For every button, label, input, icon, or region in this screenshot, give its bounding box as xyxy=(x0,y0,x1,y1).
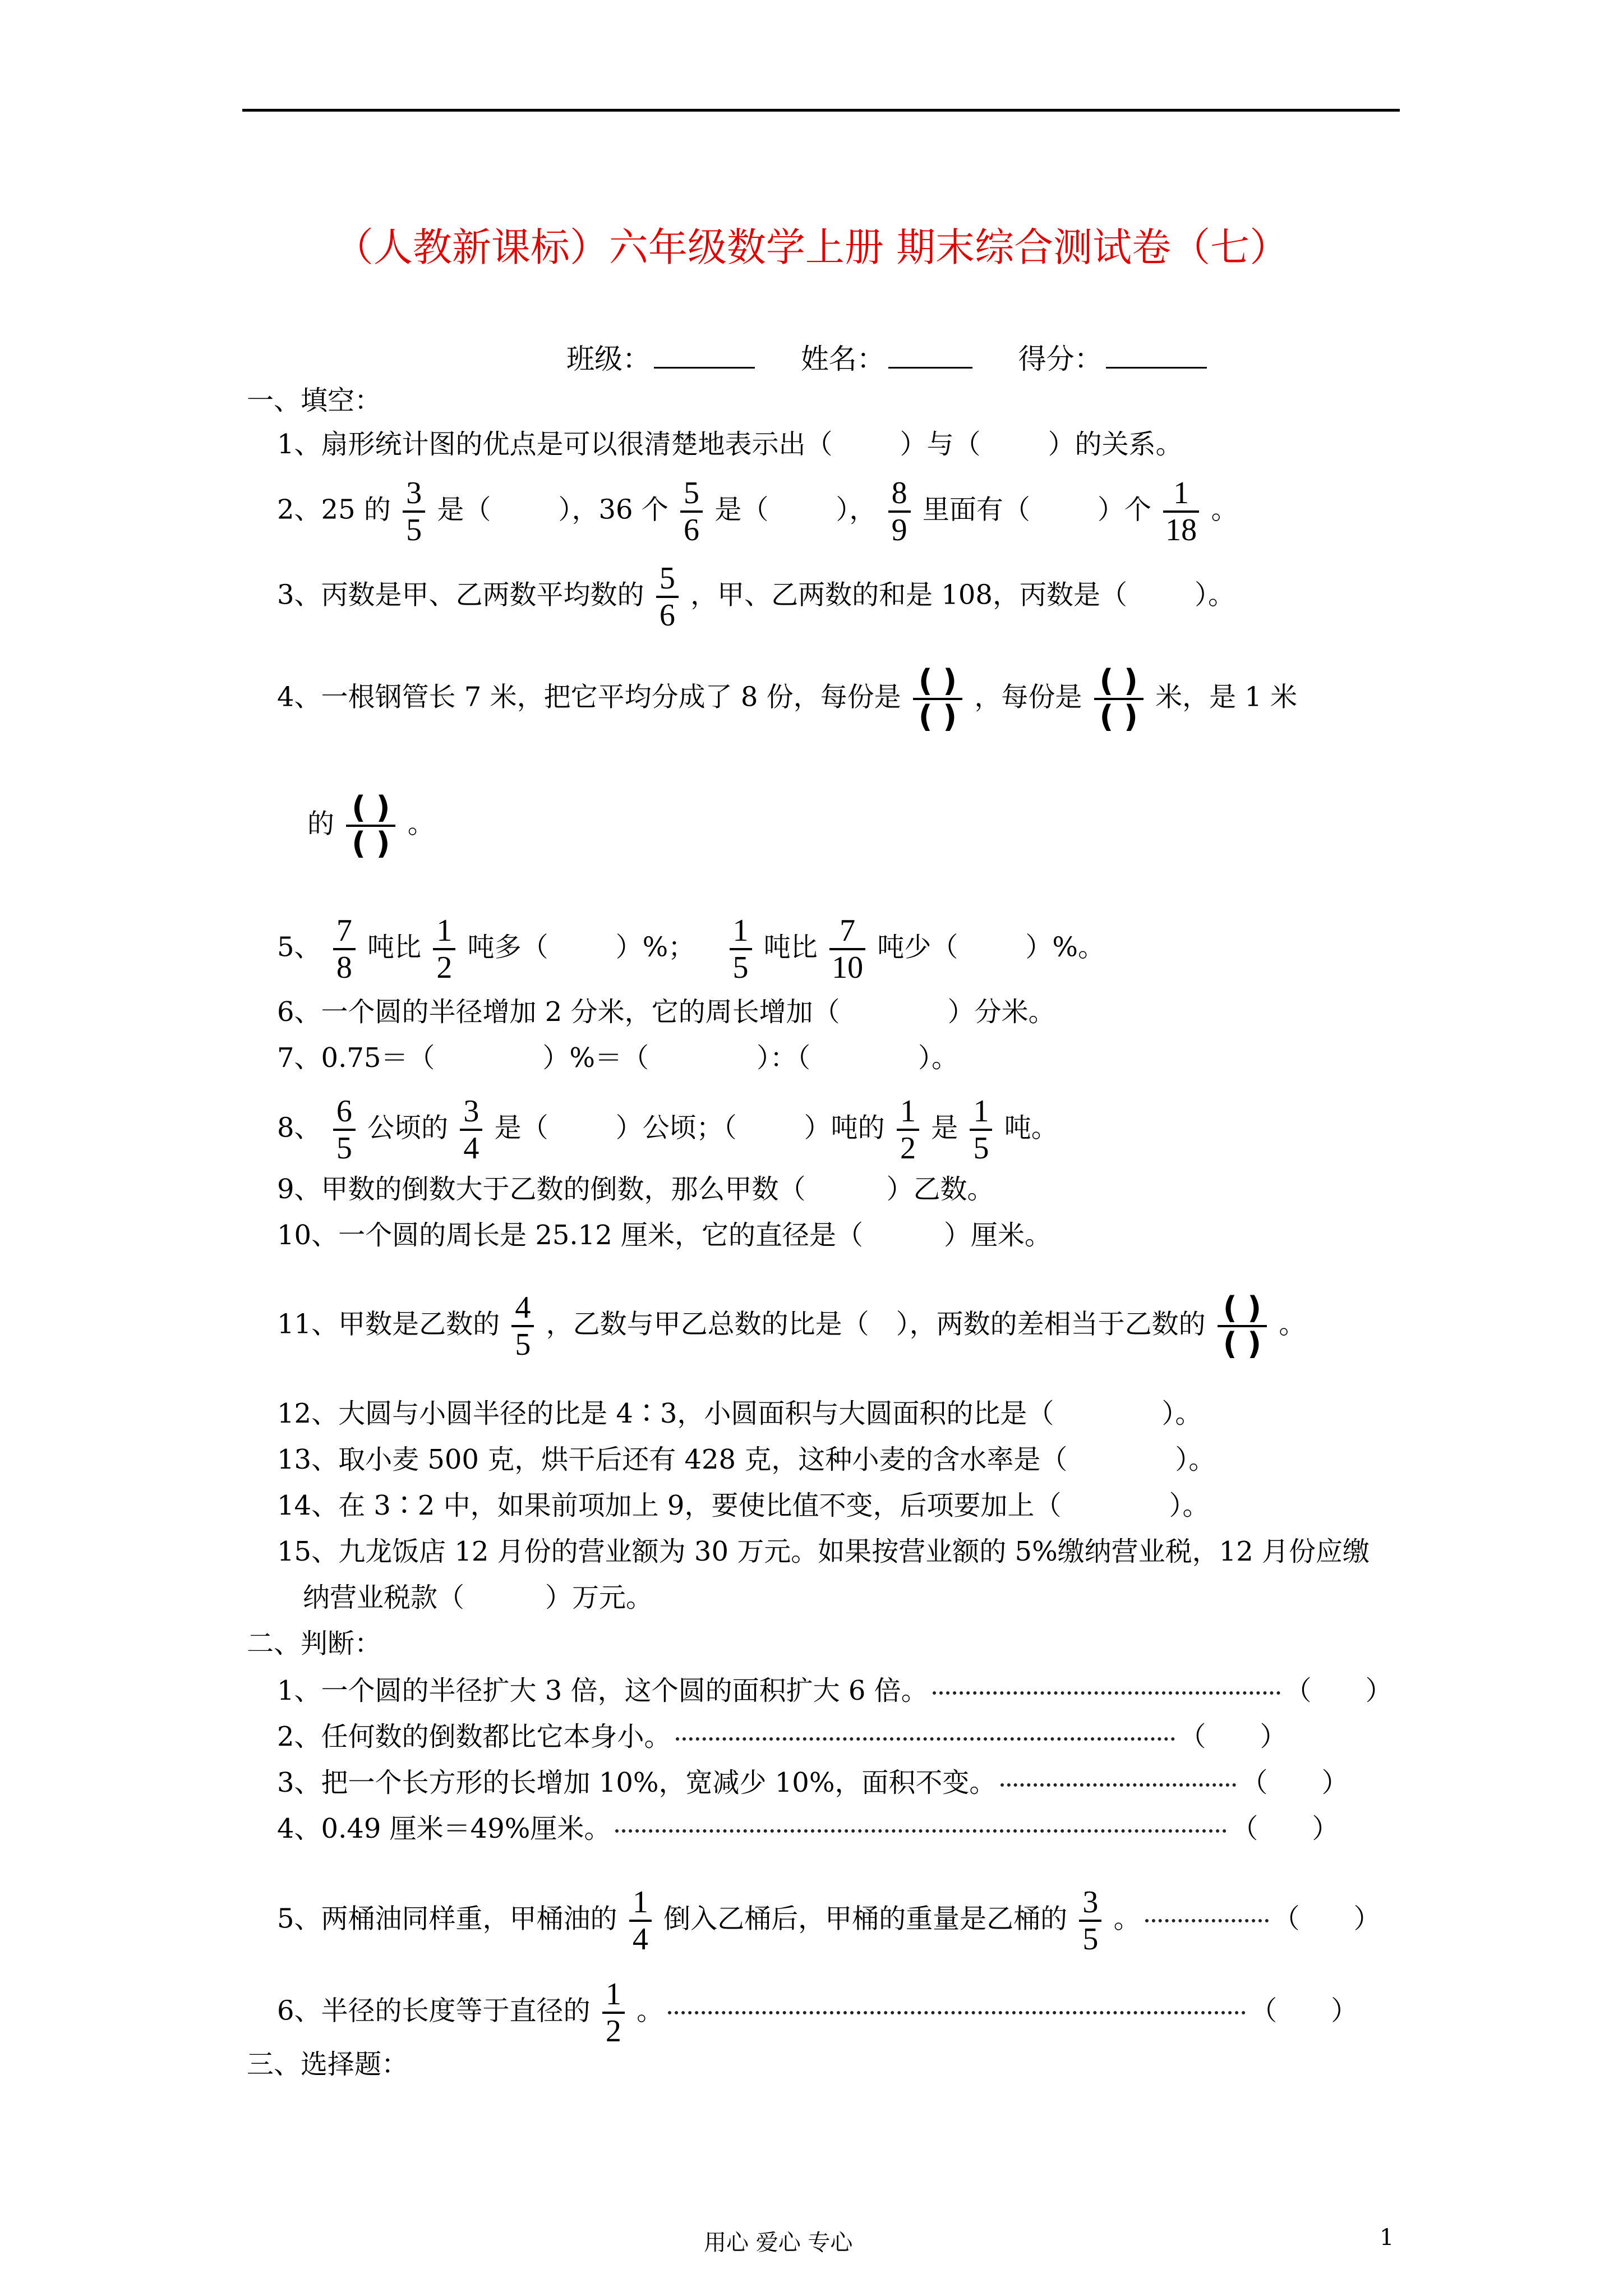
question-1: 1、扇形统计图的优点是可以很清楚地表示出（ ）与（ ）的关系。 xyxy=(277,429,1183,460)
fraction: $\frac{1}{2}$ xyxy=(433,913,455,985)
header-rule xyxy=(242,109,1400,112)
question-2: 2、25 的 $\frac{3}{5}$ 是（ ），36 个 $\frac{5}{6}$ 是（ ）， $\frac{8}{9}$ 里面有（ ）个 $\frac{1}{18}$ 。 xyxy=(277,476,1238,547)
blank-fraction[interactable]: $\frac{( )}{( )}$ xyxy=(346,791,395,861)
question-6: 6、一个圆的半径增加 2 分米，它的周长增加（ ）分米。 xyxy=(277,996,1055,1028)
judge-2: 2、任何数的倒数都比它本身小。 （ ） xyxy=(277,1721,1287,1752)
fraction: $\frac{3}{4}$ xyxy=(460,1094,482,1166)
page-title: （人教新课标）六年级数学上册 期末综合测试卷（七） xyxy=(334,224,1289,270)
question-10: 10、一个圆的周长是 25.12 厘米，它的直径是（ ）厘米。 xyxy=(277,1220,1052,1251)
fraction: $\frac{5}{6}$ xyxy=(656,561,679,633)
question-3: 3、丙数是甲、乙两数平均数的 $\frac{5}{6}$ ，甲、乙两数的和是 108，丙数是（ ）。 xyxy=(277,561,1235,633)
name-label: 姓名： xyxy=(800,343,885,375)
judge-6: 6、半径的长度等于直径的 $\frac{1}{2}$ 。 （ ） xyxy=(277,1977,1358,2049)
class-label: 班级： xyxy=(566,343,651,375)
fraction: $\frac{5}{6}$ xyxy=(680,476,703,547)
question-4: 4、一根钢管长 7 米，把它平均分成了 8 份，每份是 $\frac{( )}{( )}$ ，每份是 $\frac{( )}{( )}$ 米，是 1 米 xyxy=(277,663,1298,734)
question-9: 9、甲数的倒数大于乙数的倒数，那么甲数（ ）乙数。 xyxy=(277,1174,994,1205)
blank-fraction[interactable]: $\frac{( )}{( )}$ xyxy=(913,664,962,734)
question-14: 14、在 3∶2 中，如果前项加上 9，要使比值不变，后项要加上（ ）。 xyxy=(277,1490,1210,1521)
blank-fraction[interactable]: $\frac{( )}{( )}$ xyxy=(1094,664,1144,734)
section-choice: 三、选择题： xyxy=(247,2049,409,2080)
section-fill: 一、填空： xyxy=(247,385,382,416)
class-blank[interactable] xyxy=(654,342,755,369)
fraction: $\frac{1}{2}$ xyxy=(602,1977,625,2049)
fraction: $\frac{7}{10}$ xyxy=(829,913,865,985)
fraction: $\frac{7}{8}$ xyxy=(333,913,356,985)
question-15: 15、九龙饭店 12 月份的营业额为 30 万元。如果按营业额的 5%缴纳营业税，12 月份应缴 xyxy=(277,1536,1370,1567)
fraction: $\frac{4}{5}$ xyxy=(511,1290,534,1362)
fraction: $\frac{1}{4}$ xyxy=(629,1885,652,1957)
question-7: 7、0.75＝（ ）%＝（ ）：（ ）。 xyxy=(277,1042,959,1074)
name-blank[interactable] xyxy=(888,342,972,369)
judge-5: 5、两桶油同样重，甲桶油的 $\frac{1}{4}$ 倒入乙桶后，甲桶的重量是乙桶的 $\frac{3}{5}$ 。 （ ） xyxy=(277,1885,1381,1957)
judge-3: 3、把一个长方形的长增加 10%，宽减少 10%，面积不变。 （ ） xyxy=(277,1767,1349,1798)
fraction: $\frac{8}{9}$ xyxy=(888,476,911,547)
page-number: 1 xyxy=(1380,2225,1394,2251)
fraction: $\frac{1}{5}$ xyxy=(970,1094,992,1166)
judge-1: 1、一个圆的半径扩大 3 倍，这个圆的面积扩大 6 倍。 （ ） xyxy=(277,1675,1393,1706)
question-5: 5、 $\frac{7}{8}$ 吨比 $\frac{1}{2}$ 吨多（ ）%； $\frac{1}{5}$ 吨比 $\frac{7}{10}$ 吨少（ ）%。 xyxy=(277,913,1105,985)
fraction: $\frac{3}{5}$ xyxy=(403,476,425,547)
section-judge: 二、判断： xyxy=(247,1628,382,1659)
fraction: $\frac{3}{5}$ xyxy=(1079,1885,1101,1957)
score-label: 得分： xyxy=(1018,343,1103,375)
question-11: 11、甲数是乙数的 $\frac{4}{5}$ ，乙数与甲乙总数的比是（ ），两数的差相当于乙数的 $\frac{( )}{( )}$ 。 xyxy=(277,1290,1306,1362)
question-8: 8、 $\frac{6}{5}$ 公顷的 $\frac{3}{4}$ 是（ ）公顷；（ ）吨的 $\frac{1}{2}$ 是 $\frac{1}{5}$ 吨。 xyxy=(277,1094,1058,1166)
fraction: $\frac{6}{5}$ xyxy=(333,1094,356,1166)
judge-4: 4、0.49 厘米＝49%厘米。 （ ） xyxy=(277,1813,1339,1844)
blank-fraction[interactable]: $\frac{( )}{( )}$ xyxy=(1218,1291,1267,1361)
page-footer: 用心 爱心 专心 xyxy=(704,2230,853,2256)
question-15-cont: 纳营业税款（ ）万元。 xyxy=(303,1582,653,1613)
question-12: 12、大圆与小圆半径的比是 4∶3，小圆面积与大圆面积的比是（ ）。 xyxy=(277,1398,1202,1429)
score-blank[interactable] xyxy=(1106,342,1207,369)
student-info xyxy=(566,337,1212,377)
fraction: $\frac{1}{2}$ xyxy=(897,1094,919,1166)
question-4-cont: 的 $\frac{( )}{( )}$ 。 xyxy=(307,790,435,861)
fraction: $\frac{1}{18}$ xyxy=(1163,476,1199,547)
fraction: $\frac{1}{5}$ xyxy=(730,913,752,985)
question-13: 13、取小麦 500 克，烘干后还有 428 克，这种小麦的含水率是（ ）。 xyxy=(277,1444,1216,1475)
